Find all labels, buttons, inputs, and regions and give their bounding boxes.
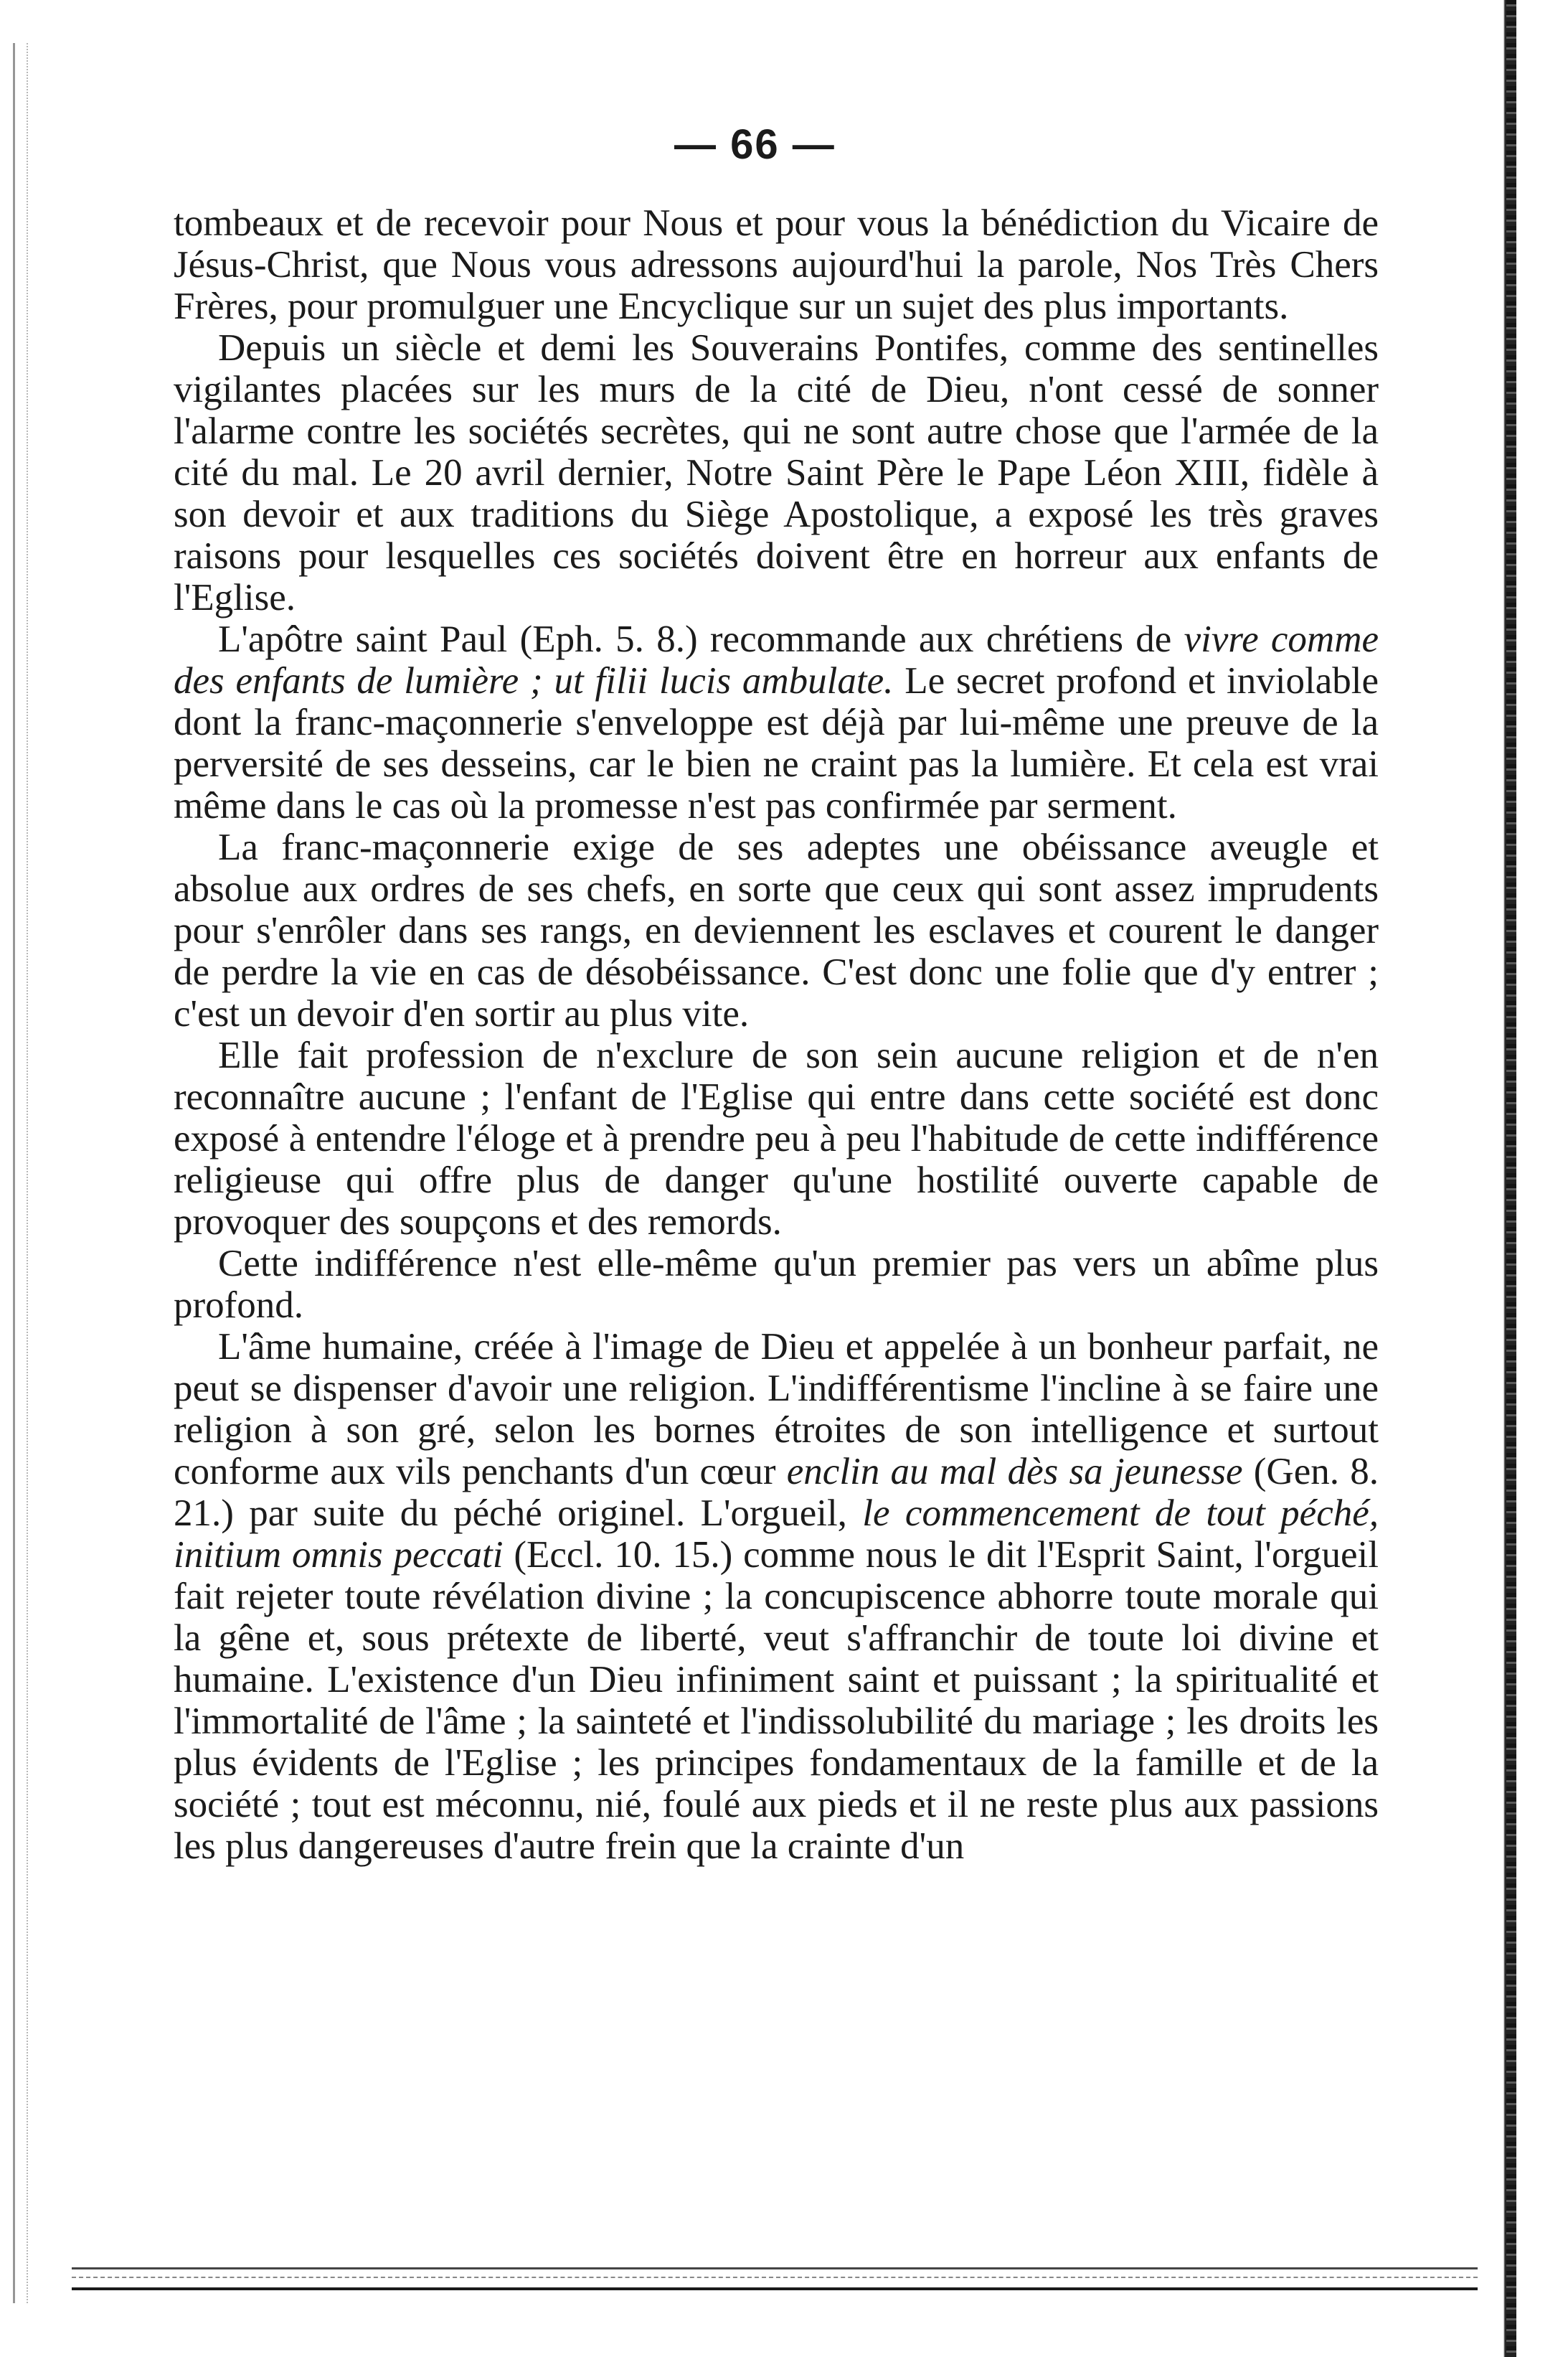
- paragraph-run: L'apôtre saint Paul (Eph. 5. 8.) recommande aux chrétiens de: [218, 618, 1184, 660]
- paragraph-run: La franc-maçonnerie exige de ses adeptes une obéissance aveugle et absolue aux ordres de ses chefs, en sorte que ceux qui sont assez imprudents pour s'enrôler dans ses rangs, en deviennent les esclaves et courent le danger de perdre la vie en cas de désobéissance. C'est donc une folie que d'y entrer ; c'est un devoir d'en sortir au plus vite.: [174, 827, 1379, 1035]
- paragraph-run: Depuis un siècle et demi les Souverains Pontifes, comme des sentinelles vigilantes placées sur les murs de la cité de Dieu, n'ont cessé de sonner l'alarme contre les sociétés secrètes, qui ne sont autre chose que l'armée de la cité du mal. Le 20 avril dernier, Notre Saint Père le Pape Léon XIII, fidèle à son devoir et aux traditions du Siège Apostolique, a exposé les très graves raisons pour lesquelles ces sociétés doivent être en horreur aux enfants de l'Eglise.: [174, 327, 1379, 618]
- paragraph-run: (Eccl. 10. 15.) comme nous le dit l'Esprit Saint, l'orgueil fait rejeter toute révélation divine ; la concupiscence abhorre toute morale qui la gêne et, sous prétexte de liberté, veut s'affranchir de toute loi divine et humaine. L'existence d'un Dieu infiniment saint et puissant ; la spiritualité et l'immortalité de l'âme ; la sainteté et l'indissolubilité du mariage ; les droits les plus évidents de l'Eglise ; les principes fondamentaux de la famille et de la société ; tout est méconnu, nié, foulé aux pieds et il ne reste plus aux passions les plus dangereuses d'autre frein que la crainte d'un: [174, 1534, 1379, 1867]
- paragraph-6: [174, 1243, 1379, 1326]
- paragraph-3: [174, 618, 1379, 827]
- scripture-quote: enclin au mal dès sa jeunesse: [786, 1451, 1243, 1492]
- paragraph-run: Elle fait profession de n'exclure de son sein aucune religion et de n'en reconnaître aucune ; l'enfant de l'Eglise qui entre dans cette société est donc exposé à entendre l'éloge et à prendre peu à peu l'habitude de cette indifférence religieuse qui offre plus de danger qu'une hostilité ouverte capable de provoquer des soupçons et des remords.: [174, 1035, 1379, 1243]
- body-text: [174, 202, 1379, 1867]
- paragraph-1: [174, 202, 1379, 327]
- paragraph-4: [174, 827, 1379, 1035]
- paragraph-5: [174, 1035, 1379, 1243]
- paragraph-run: L'âme humaine, créée à l'image de Dieu et appelée à un bonheur parfait, ne peut se dispenser d'avoir une religion. L'indifférentisme l'incline à se faire une religion à son gré, selon les bornes étroites de son intelligence et surtout conforme aux vils penchants d'un cœur: [174, 1326, 1379, 1492]
- bottom-rule: [72, 2267, 1478, 2278]
- page-right-binding-speckle: [1506, 0, 1516, 2357]
- paragraph-run: Cette indifférence n'est elle-même qu'un premier pas vers un abîme plus profond.: [174, 1243, 1379, 1326]
- paragraph-2: [174, 327, 1379, 618]
- latin-quote: vivre comme des enfants de lumière ; ut filii lucis ambulate.: [174, 618, 1379, 702]
- paragraph-run: Le secret profond et inviolable dont la franc-maçonnerie s'enveloppe est déjà par lui-même une preuve de la perversité de ses desseins, car le bien ne craint pas la lumière. Et cela est vrai même dans le cas où la promesse n'est pas confirmée par serment.: [174, 660, 1379, 827]
- bottom-rule-thick: [72, 2287, 1478, 2290]
- scripture-quote: le commencement de tout péché, initium omnis peccati: [174, 1492, 1379, 1576]
- page-number: — 66 —: [674, 121, 836, 168]
- paragraph-7: [174, 1326, 1379, 1867]
- page-left-edge: [13, 43, 28, 2303]
- paragraph-run: (Gen. 8. 21.) par suite du péché originel. L'orgueil,: [174, 1451, 1379, 1534]
- paragraph-run: tombeaux et de recevoir pour Nous et pour vous la bénédiction du Vicaire de Jésus-Christ, que Nous vous adressons aujourd'hui la parole, Nos Très Chers Frères, pour promulguer une Encyclique sur un sujet des plus importants.: [174, 202, 1379, 327]
